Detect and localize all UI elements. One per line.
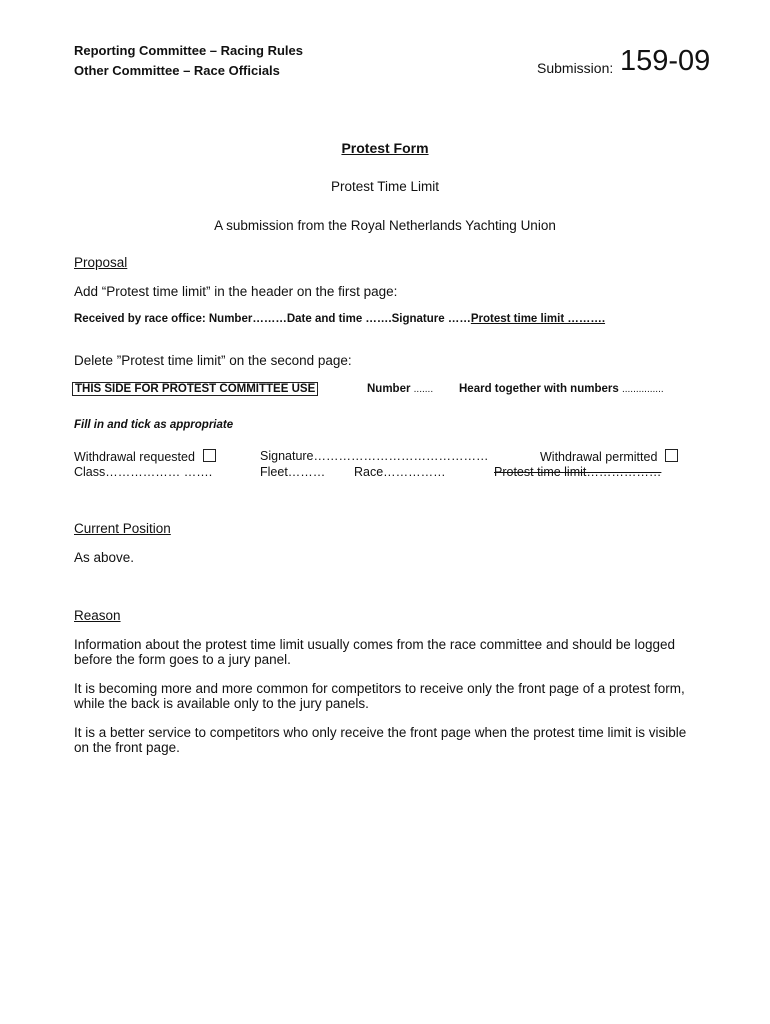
page-title: Protest Form [341, 140, 429, 156]
current-position-text: As above. [74, 550, 135, 565]
number-dots: ....... [413, 384, 434, 395]
withdrawal-permitted-checkbox[interactable] [665, 449, 678, 462]
signature-field: Signature…………………………………… [260, 449, 489, 463]
current-position-heading: Current Position [74, 521, 171, 536]
committee-line-1: Reporting Committee – Racing Rules [74, 43, 303, 58]
protest-time-limit-struck: Protest time limit……………… [494, 465, 662, 479]
heard-label: Heard together with numbers [459, 383, 619, 395]
number-field [367, 383, 433, 395]
proposal-delete-text: Delete ”Protest time limit” on the second page: [74, 353, 352, 368]
proposal-add-text: Add “Protest time limit” in the header on the first page: [74, 284, 398, 299]
withdrawal-requested-label: Withdrawal requested [74, 450, 195, 464]
withdrawal-permitted [540, 449, 678, 464]
number-label: Number [367, 383, 411, 395]
received-protest-time-limit: Protest time limit ………. [470, 313, 606, 325]
heard-dots: ............... [621, 384, 664, 395]
submission-label: Submission: [537, 60, 614, 76]
reason-paragraph-3: It is a better service to competitors who only receive the front page when the protest time limit is visible on the front page. [74, 725, 687, 755]
committee-line-2: Other Committee – Race Officials [74, 63, 280, 78]
reason-paragraph-2: It is becoming more and more common for competitors to receive only the front page of a protest form, while the back is available only to the jury panels. [74, 681, 685, 711]
reason-heading: Reason [74, 608, 121, 623]
withdrawal-requested [74, 449, 216, 464]
reason-paragraph-1: Information about the protest time limit usually comes from the race committee and should be logged before the form goes to a jury panel. [74, 637, 676, 667]
withdrawal-permitted-label: Withdrawal permitted [540, 450, 658, 464]
fill-in-instruction: Fill in and tick as appropriate [74, 419, 234, 431]
proposal-heading: Proposal [74, 255, 128, 270]
received-by-line [74, 313, 605, 325]
submission-number: 159-09 [620, 45, 711, 77]
page-subtitle: Protest Time Limit [330, 179, 440, 194]
submission-source: A submission from the Royal Netherlands Yachting Union [214, 218, 556, 233]
fleet-field: Fleet……… [260, 465, 326, 479]
withdrawal-requested-checkbox[interactable] [203, 449, 216, 462]
committee-use-box: THIS SIDE FOR PROTEST COMMITTEE USE [72, 382, 318, 396]
heard-together-field [459, 383, 664, 395]
received-prefix: Received by race office: Number………Date and time …….Signature …… [74, 313, 471, 325]
class-field: Class……………… ……. [74, 465, 213, 479]
race-field: Race…………… [354, 465, 446, 479]
